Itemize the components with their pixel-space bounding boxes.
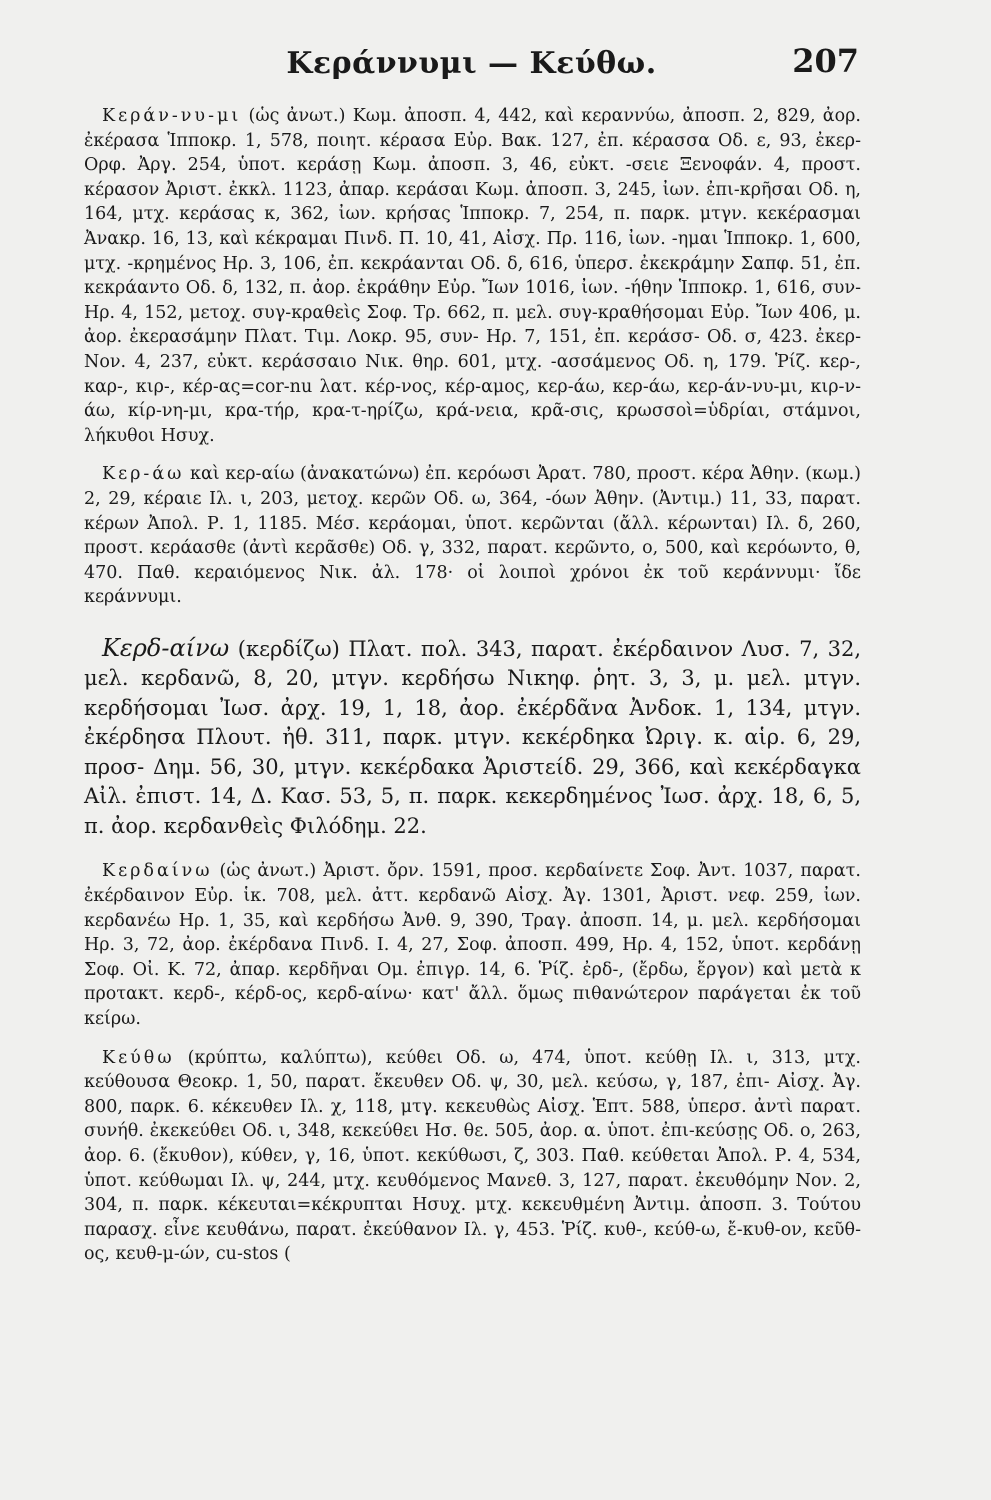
dictionary-body bbox=[84, 104, 861, 1281]
entry-headword: Κεράν-νυ-μι bbox=[102, 106, 242, 126]
entry-kerdaino bbox=[84, 859, 861, 1031]
entry-headword: Κερ-άω bbox=[102, 464, 185, 485]
entry-text: (κερδίζω) Πλατ. πολ. 343, παρατ. ἐκέρδαινον Λυσ. 7, 32, μελ. κερδανῶ, 8, 20, μτγν. κερδήσω Νικηφ. ῥητ. 3, 3, μ. μελ. μτγν. κερδήσομαι Ἰωσ. ἀρχ. 19, 1, 18, ἀορ. ἐκέρδᾶνα Ἀνδοκ. 1, 134, μτγν. ἐκέρδησα Πλουτ. ἠθ. 311, παρκ. μτγν. κεκέρδηκα Ὠριγ. κ. αἱρ. 6, 29, προσ- Δημ. 56, 30, μτγν. κεκέρδακα Ἀριστείδ. 29, 366, καὶ κεκέρδαγκα Αἰλ. ἐπιστ. 14, Δ. Κασ. 53, 5, π. παρκ. κεκερδημένος Ἰωσ. ἀρχ. 18, 6, 5, π. ἀορ. κερδανθεὶς Φιλόδημ. 22. bbox=[84, 636, 861, 838]
entry-text: καὶ κερ-αίω (ἀνακατώνω) ἐπ. κερόωσι Ἀρατ. 780, προστ. κέρα Ἀθην. (κωμ.) 2, 29, κέραιε Ιλ. ι, 203, μετοχ. κερῶν Οδ. ω, 364, -όων Ἀθην. (Ἀντιμ.) 11, 33, παρατ. κέρων Ἀπολ. Ρ. 1, 1185. Μέσ. κεράομαι, ὑποτ. κερῶνται (ἄλλ. κέρωνται) Ιλ. δ, 260, προστ. κεράασθε (ἀντὶ κερᾶσθε) Οδ. γ, 332, παρατ. κερῶντο, ο, 500, καὶ κερόωντο, θ, 470. Παθ. κεραιόμενος Νικ. ἀλ. 178· οἱ λοιποὶ χρόνοι ἐκ τοῦ κεράννυμι· ἴδε κεράννυμι. bbox=[84, 464, 861, 608]
entry-headword: Κεύθω bbox=[102, 1047, 175, 1068]
entry-text: (κρύπτω, καλύπτω), κεύθει Οδ. ω, 474, ὑποτ. κεύθῃ Ιλ. ι, 313, μτχ. κεύθουσα Θεοκρ. 1, 50, παρατ. ἔκευθεν Οδ. ψ, 30, μελ. κεύσω, γ, 187, ἐπι- Αἰσχ. Ἀγ. 800, παρκ. 6. κέκευθεν Ιλ. χ, 118, μτγ. κεκευθὼς Αἰσχ. Ἑπτ. 588, ὑπερσ. ἀντὶ παρατ. συνήθ. ἐκεκεύθει Οδ. ι, 348, κεκεύθει Ησ. θε. 505, ἀορ. α. ὑποτ. ἐπι-κεύσῃς Οδ. ο, 263, ἀορ. 6. (ἔκυθον), κύθεν, γ, 16, ὑποτ. κεκύθωσι, ζ, 303. Παθ. κεύθεται Ἀπολ. Ρ. 4, 534, ὑποτ. κεύθωμαι Ιλ. ψ, 244, μτχ. κευθόμενος Μανεθ. 3, 127, παρατ. ἐκευθόμην Νον. 2, 304, π. παρκ. κέκευται=κέκρυπται Ησυχ. μτχ. κεκευθμένη Ἀντιμ. ἀποσπ. 3. Τούτου παρασχ. εἶνε κευθάνω, παρατ. ἐκεύθανον Ιλ. γ, 453. Ῥίζ. κυθ-, κεύθ-ω, ἔ-κυθ-ον, κεῦθ-ος, κευθ-μ-ών, cu-stos ( bbox=[84, 1047, 861, 1265]
entry-text: (ὡς ἀνωτ.) Κωμ. ἀποσπ. 4, 442, καὶ κεραννύω, ἀποσπ. 2, 829, ἀορ. ἐκέρασα Ἱπποκρ. 1, 578, ποιητ. κέρασα Εὐρ. Βακ. 127, ἐπ. κέρασσα Οδ. ε, 93, ἐκερ- Ορφ. Ἀργ. 254, ὑποτ. κεράσῃ Κωμ. ἀποσπ. 3, 46, εὐκτ. -σειε Ξενοφάν. 4, προστ. κέρασον Ἀριστ. ἐκκλ. 1123, ἀπαρ. κεράσαι Κωμ. ἀποσπ. 3, 245, ἰων. ἐπι-κρῆσαι Οδ. η, 164, μτχ. κεράσας κ, 362, ἰων. κρήσας Ἱπποκρ. 7, 254, π. παρκ. μτγν. κεκέρασμαι Ἀνακρ. 16, 13, καὶ κέκραμαι Πινδ. Π. 10, 41, Αἰσχ. Πρ. 116, ἰων. -ημαι Ἱπποκρ. 1, 600, μτχ. -κρημένος Ηρ. 3, 106, ἐπ. κεκράανται Οδ. δ, 616, ὑπερσ. ἐκεκράμην Σαπφ. 51, ἐπ. κεκράαντο Οδ. δ, 132, π. ἀορ. ἐκράθην Εὐρ. Ἴων 1016, ἰων. -ήθην Ἱπποκρ. 1, 616, συν- Ηρ. 4, 152, μετοχ. συγ-κραθεὶς Σοφ. Τρ. 662, π. μελ. συγ-κραθήσομαι Εὐρ. Ἴων 406, μ. ἀορ. ἐκερασάμην Πλατ. Τιμ. Λοκρ. 95, συν- Ηρ. 7, 151, ἐπ. κεράσσ- Οδ. σ, 423. ἐκερ- Νον. 4, 237, εὐκτ. κεράσσαιο Νικ. θηρ. 601, μτχ. -ασσάμενος Οδ. η, 179. Ῥίζ. κερ-, καρ-, κιρ-, κέρ-ας=cor-nu λατ. κέρ-νος, κέρ-αμος, κερ-άω, κερ-άω, κερ-άν-νυ-μι, κιρ-ν-άω, κίρ-νη-μι, κρα-τήρ, κρα-τ-ηρίζω, κρά-νεια, κρᾶ-σις, κρωσσοὶ=ὑδρίαι, στάμνοι, λήκυθοι Ησυχ. bbox=[84, 106, 861, 446]
entry-keutho bbox=[84, 1046, 861, 1267]
entry-kerdaino-attic bbox=[84, 634, 861, 842]
page-header bbox=[84, 40, 859, 90]
entry-headword: Κερδ-αίνω bbox=[102, 633, 230, 662]
entry-text: (ὡς ἀνωτ.) Ἀριστ. ὄρν. 1591, προσ. κερδαίνετε Σοφ. Ἀντ. 1037, παρατ. ἐκέρδαινον Εὐρ. ἱκ. 708, μελ. ἀττ. κερδανῶ Αἰσχ. Ἀγ. 1301, Ἀριστ. νεφ. 259, ἰων. κερδανέω Ηρ. 1, 35, καὶ κερδήσω Ἀνθ. 9, 390, Τραγ. ἀποσπ. 14, μ. μελ. κερδήσομαι Ηρ. 3, 72, ἀορ. ἐκέρδανα Πινδ. Ι. 4, 27, Σοφ. ἀποσπ. 499, Ηρ. 4, 152, ὑποτ. κερδάνῃ Σοφ. Οἰ. Κ. 72, ἀπαρ. κερδῆναι Ομ. ἐπιγρ. 14, 6. Ῥίζ. ἐρδ-, (ἔρδω, ἔργον) καὶ μετὰ κ προτακτ. κερδ-, κέρδ-ος, κερδ-αίνω· κατ' ἄλλ. ὅμως πιθανώτερον παράγεται ἐκ τοῦ κείρω. bbox=[84, 861, 861, 1029]
running-title: Κεράννυμι — Κεύθω. bbox=[286, 46, 657, 81]
entry-kerannymi bbox=[84, 104, 861, 448]
entry-kerao bbox=[84, 462, 861, 610]
page-number: 207 bbox=[792, 42, 859, 80]
entry-headword: Κερδαίνω bbox=[102, 861, 213, 882]
